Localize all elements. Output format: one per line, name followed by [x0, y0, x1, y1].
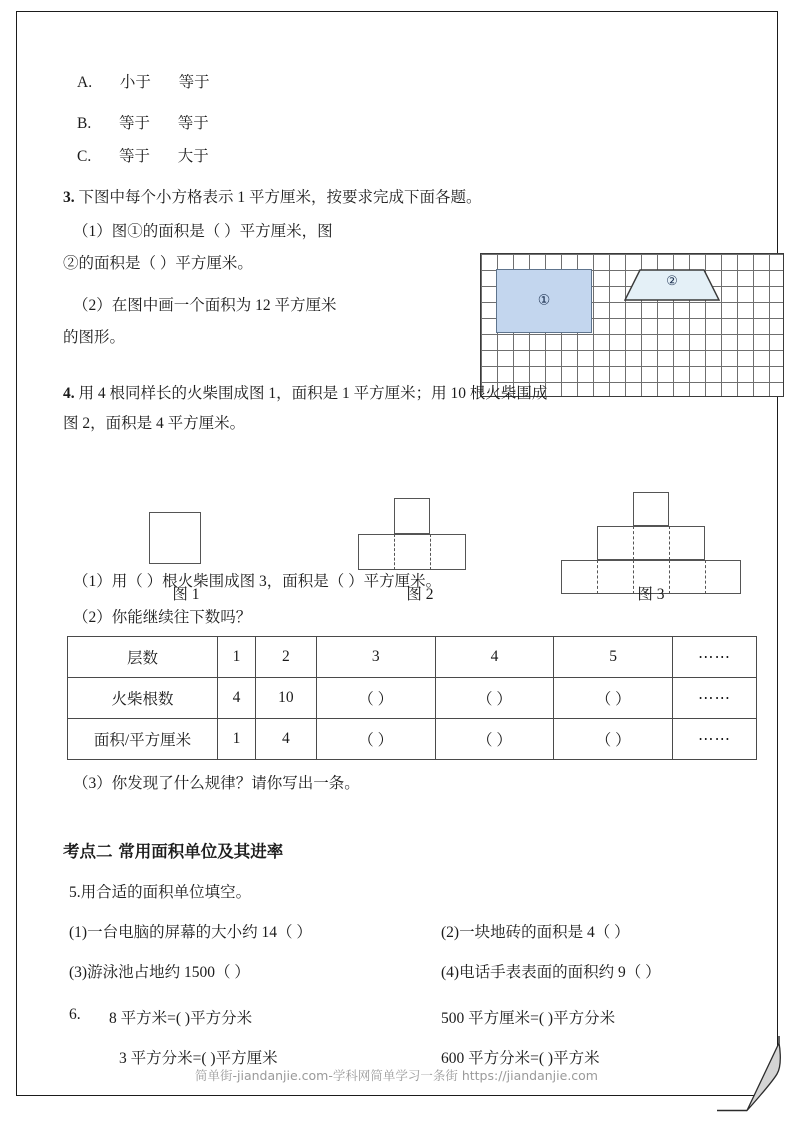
cell-layers-5: 5 — [554, 637, 673, 678]
dashed-divider — [597, 560, 705, 561]
question-3-sub2-line2: 的图形。 — [63, 329, 126, 346]
row-header-layers: 层数 — [68, 637, 218, 678]
question-4-sub2: （2）你能继续往下数吗？ — [73, 609, 252, 626]
question-4-sub3: （3）你发现了什么规律？请你写出一条。 — [73, 775, 360, 792]
choice-option-c[interactable] — [77, 144, 209, 166]
cell-layers-2: 2 — [255, 637, 316, 678]
cell-matchsticks-5[interactable]: （ ） — [554, 678, 673, 719]
bottom-row-outline — [358, 534, 466, 570]
section-heading-2: 考点二 常用面积单位及其进率 — [63, 842, 284, 861]
cell-layers-1: 1 — [218, 637, 256, 678]
cell-matchsticks-4[interactable]: （ ） — [435, 678, 554, 719]
choice-b-second: 等于 — [177, 115, 209, 132]
dashed-divider — [394, 534, 430, 535]
figure-1-caption: 图 1 — [172, 586, 200, 603]
row-header-matchsticks: 火柴根数 — [68, 678, 218, 719]
cell-area-1[interactable]: 1 — [218, 719, 256, 760]
shape-one-label: ① — [537, 293, 551, 309]
cell-area-4[interactable]: （ ） — [435, 719, 554, 760]
choice-c-second: 大于 — [177, 148, 209, 165]
dashed-divider — [394, 534, 395, 570]
table-row — [68, 678, 757, 719]
question-4-stem-text-1: 用 4 根同样长的火柴围成图 1，面积是 1 平方厘米；用 10 根火柴围成 — [78, 385, 548, 402]
choice-a-label: A. — [77, 74, 93, 91]
table-row — [68, 719, 757, 760]
question-5-number: 5. — [69, 884, 81, 901]
choice-c-first: 等于 — [118, 148, 150, 165]
cell-matchsticks-2[interactable]: 10 — [255, 678, 316, 719]
cell-layers-4: 4 — [435, 637, 554, 678]
question-3-sub2-line1: （2）在图中画一个面积为 12 平方厘米 — [73, 297, 337, 314]
dashed-divider — [430, 534, 431, 570]
dashed-divider — [669, 526, 670, 560]
square-cell — [149, 512, 201, 564]
cell-layers-3: 3 — [316, 637, 435, 678]
middle-row-outline — [597, 526, 705, 560]
question-6-item-3: 3 平方分米=( )平方厘米 — [119, 1050, 278, 1067]
question-3-stem — [63, 184, 482, 211]
choice-b-label: B. — [77, 115, 92, 132]
dashed-divider — [633, 526, 634, 560]
question-3-stem-text: 下图中每个小方格表示 1 平方厘米，按要求完成下面各题。 — [78, 189, 482, 206]
footer-watermark: 简单街-jiandanjie.com-学科网简单学习一条街 https://jiandanjie.com — [194, 1068, 598, 1083]
table-row — [68, 637, 757, 678]
question-6-item-4: 600 平方分米=( )平方米 — [441, 1050, 600, 1067]
cell-area-5[interactable]: （ ） — [554, 719, 673, 760]
cell-area-2[interactable]: 4 — [255, 719, 316, 760]
choice-b-first: 等于 — [118, 115, 150, 132]
question-3-sub1-line2: ②的面积是（ ）平方厘米。 — [63, 255, 253, 272]
shape-two-trapezoid — [624, 269, 720, 301]
choice-a-second: 等于 — [178, 74, 210, 91]
question-4-number: 4. — [63, 385, 75, 402]
page-border — [16, 11, 778, 1096]
question-5-stem-text: 用合适的面积单位填空。 — [80, 884, 252, 901]
shape-two-label: ② — [666, 273, 678, 288]
shape-one-rectangle — [496, 269, 592, 333]
figure-2-caption: 图 2 — [406, 586, 434, 603]
question-6-number: 6. — [69, 1006, 81, 1023]
question-5-item-4: (4)电话手表表面的面积约 9（ ） — [441, 964, 661, 981]
square-cell — [394, 498, 430, 534]
cell-layers-ellipsis: ⋯⋯ — [673, 637, 757, 678]
choice-option-b[interactable] — [77, 111, 209, 133]
page-curl-icon — [717, 1036, 793, 1122]
cell-matchsticks-1[interactable]: 4 — [218, 678, 256, 719]
question-3-number: 3. — [63, 189, 75, 206]
question-4-stem-line1 — [63, 380, 547, 407]
question-3-sub1-line1: （1）图①的面积是（ ）平方厘米，图 — [73, 223, 333, 240]
question-5-item-3: (3)游泳池占地约 1500（ ） — [69, 964, 250, 981]
choice-a-first: 小于 — [119, 74, 151, 91]
cell-matchsticks-3[interactable]: （ ） — [316, 678, 435, 719]
question-5-item-1: (1)一台电脑的屏幕的大小约 14（ ） — [69, 924, 312, 941]
square-cell — [633, 492, 669, 526]
question-6-item-2: 500 平方厘米=( )平方分米 — [441, 1010, 616, 1027]
question-5-stem — [69, 880, 251, 902]
cell-area-3[interactable]: （ ） — [316, 719, 435, 760]
question-6-item-1: 8 平方米=( )平方分米 — [109, 1010, 253, 1027]
question-4-stem-line2: 图 2，面积是 4 平方厘米。 — [63, 415, 246, 432]
matchstick-figure-3 — [533, 490, 769, 603]
question-4-sub1: （1）用（ ）根火柴围成图 3，面积是（ ）平方厘米。 — [73, 573, 442, 590]
choice-option-a[interactable] — [77, 70, 210, 92]
dashed-divider — [633, 526, 669, 527]
question-5-item-2: (2)一块地砖的面积是 4（ ） — [441, 924, 630, 941]
choice-c-label: C. — [77, 148, 92, 165]
figure-3-caption: 图 3 — [637, 586, 665, 603]
matchstick-pattern-table — [67, 636, 757, 760]
area-grid-figure — [480, 253, 786, 398]
row-header-area: 面积/平方厘米 — [68, 719, 218, 760]
cell-matchsticks-ellipsis: ⋯⋯ — [673, 678, 757, 719]
cell-area-ellipsis: ⋯⋯ — [673, 719, 757, 760]
